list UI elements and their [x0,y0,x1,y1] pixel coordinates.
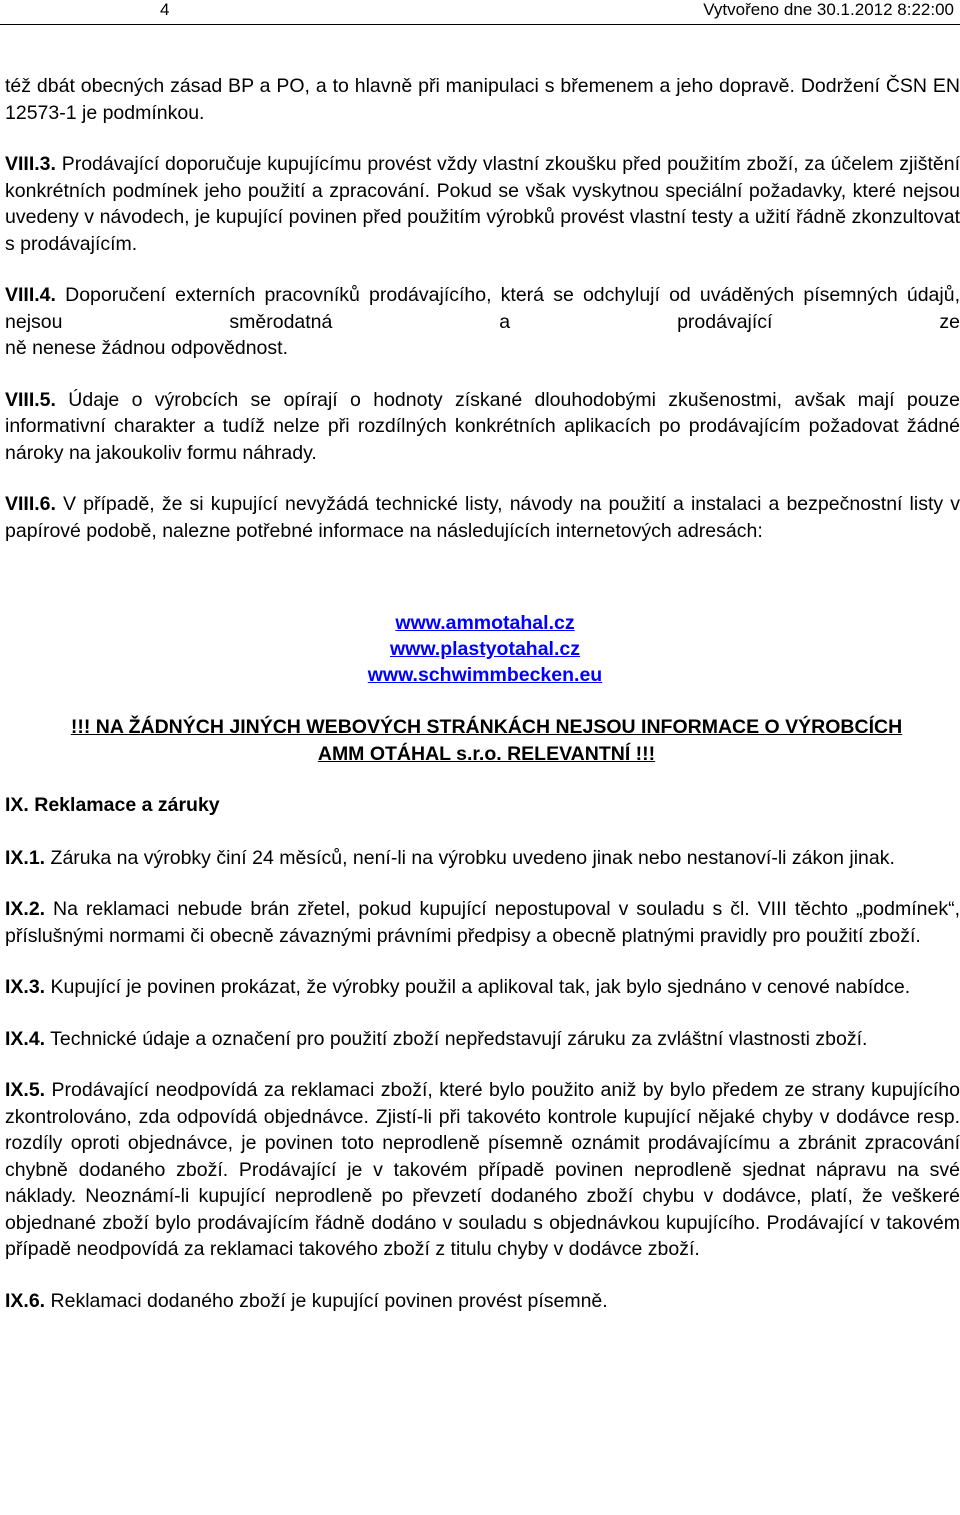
paragraph-viii-6 [5,491,960,544]
clause-number: VIII.5. [5,388,56,411]
clause-main [5,282,960,335]
paragraph-ix-4 [5,1026,960,1053]
created-date: Vytvořeno dne 30.1.2012 8:22:00 [703,0,954,19]
clause-text: Záruka na výrobky činí 24 měsíců, není-li na výrobku uvedeno jinak nebo nestanoví-li zákon jinak. [45,846,895,869]
paragraph-intro: též dbát obecných zásad BP a PO, a to hlavně při manipulaci s břemenem a jeho dopravě. Dodržení ČSN EN 12573-1 je podmínkou. [5,75,960,124]
clause-text: Prodávající doporučuje kupujícímu provést vždy vlastní zkoušku před použitím zboží, za účelem zjištění konkrétních podmínek jeho použití a zpracování. Pokud se však vyskytnou speciální požadavky, které nejsou uvedeny v návodech, je kupující povinen před použitím výrobků provést vlastní testy a užití řádně zkonzultovat s prodávajícím. [5,153,960,255]
paragraph-ix-2 [5,896,960,949]
paragraph-ix-6 [5,1288,960,1315]
paragraph-ix-1 [5,845,960,872]
clause-text: Údaje o výrobcích se opírají o hodnoty získané dlouhodobými zkušenostmi, avšak mají pouze informativní charakter a tudíž nelze při rozdílných konkrétních aplikacích po prodávajícím požadovat žádné nároky na jakoukoliv formu náhrady. [5,388,960,464]
page-header [0,0,960,25]
website-links [5,610,960,688]
clause-number: VIII.6. [5,493,56,515]
clause-number: IX.5. [5,1079,46,1101]
clause-text: Kupující je povinen prokázat, že výrobky použil a aplikoval tak, jak bylo sjednáno v cenové nabídce. [45,976,911,998]
clause-text: Reklamaci dodaného zboží je kupující povinen provést písemně. [45,1289,608,1312]
section-title-ix: IX. Reklamace a záruky [5,794,220,816]
clause-text: Prodávající neodpovídá za reklamaci zboží, které bylo použito aniž by bylo předem ze strany kupujícího zkontrolováno, zda odpovídá objednávce. Zjistí-li při takovéto kontrole kupující nějaké chyby v dodávce resp. rozdíly oproti objednávce, je povinen toto neprodleně písemně oznámit prodávajícímu a zbránit zpracování chybně dodaného zboží. Prodávající je v takovém případě povinen neprodleně sjednat nápravu na své náklady. Neoznámí-li kupující neprodleně po převzetí dodaného zboží chybu v dodávce, platí, že veškeré objednané zboží bylo prodávajícím řádně dodáno v souladu s objednávkou kupujícího. Prodávající v takovém případě neodpovídá za reklamaci takového zboží z titulu chyby v dodávce zboží. [5,1079,960,1260]
clause-text: Technické údaje a označení pro použití zboží nepředstavují záruku za zvláštní vlastnosti zboží. [45,1027,868,1050]
link-schwimmbecken[interactable]: www.schwimmbecken.eu [367,664,603,686]
clause-number: IX.2. [5,898,46,920]
document-body [5,73,960,1339]
paragraph-viii-3 [5,151,960,257]
clause-text-continued: ně nenese žádnou odpovědnost. [5,337,288,359]
warning-notice: !!! NA ŽÁDNÝCH JINÝCH WEBOVÝCH STRÁNKÁCH NEJSOU INFORMACE O VÝROBCÍCH AMM OTÁHAL s.r.o. RELEVANTNÍ !!! [70,716,903,765]
clause-number: IX.4. [5,1027,46,1050]
clause-number: VIII.3. [5,153,56,175]
clause-number: IX.1. [5,846,46,869]
clause-number: IX.6. [5,1289,46,1312]
clause-number: IX.3. [5,976,46,998]
clause-text: V případě, že si kupující nevyžádá technické listy, návody na použití a instalaci a bezpečnostní listy v papírové podobě, nalezne potřebné informace na následujících internetových adresách: [5,493,960,542]
link-plastyotahal[interactable]: www.plastyotahal.cz [390,638,580,660]
link-ammotahal[interactable]: www.ammotahal.cz [395,612,575,634]
paragraph-viii-4 [5,282,960,362]
clause-text: Na reklamaci nebude brán zřetel, pokud kupující nepostupoval v souladu s čl. VIII těchto „podmínek“, příslušnými normami či obecně závaznými právními předpisy a obecně platnými pravidly pro použití zboží. [5,898,960,947]
page-number: 4 [160,0,170,19]
paragraph-ix-5 [5,1077,960,1263]
clause-number: VIII.4. [5,284,56,306]
paragraph-ix-3 [5,974,960,1001]
clause-text: Doporučení externích pracovníků prodávajícího, která se odchylují od uváděných písemných údajů, nejsou směrodatná a prodávající ze [5,284,960,333]
paragraph-viii-5 [5,387,960,467]
